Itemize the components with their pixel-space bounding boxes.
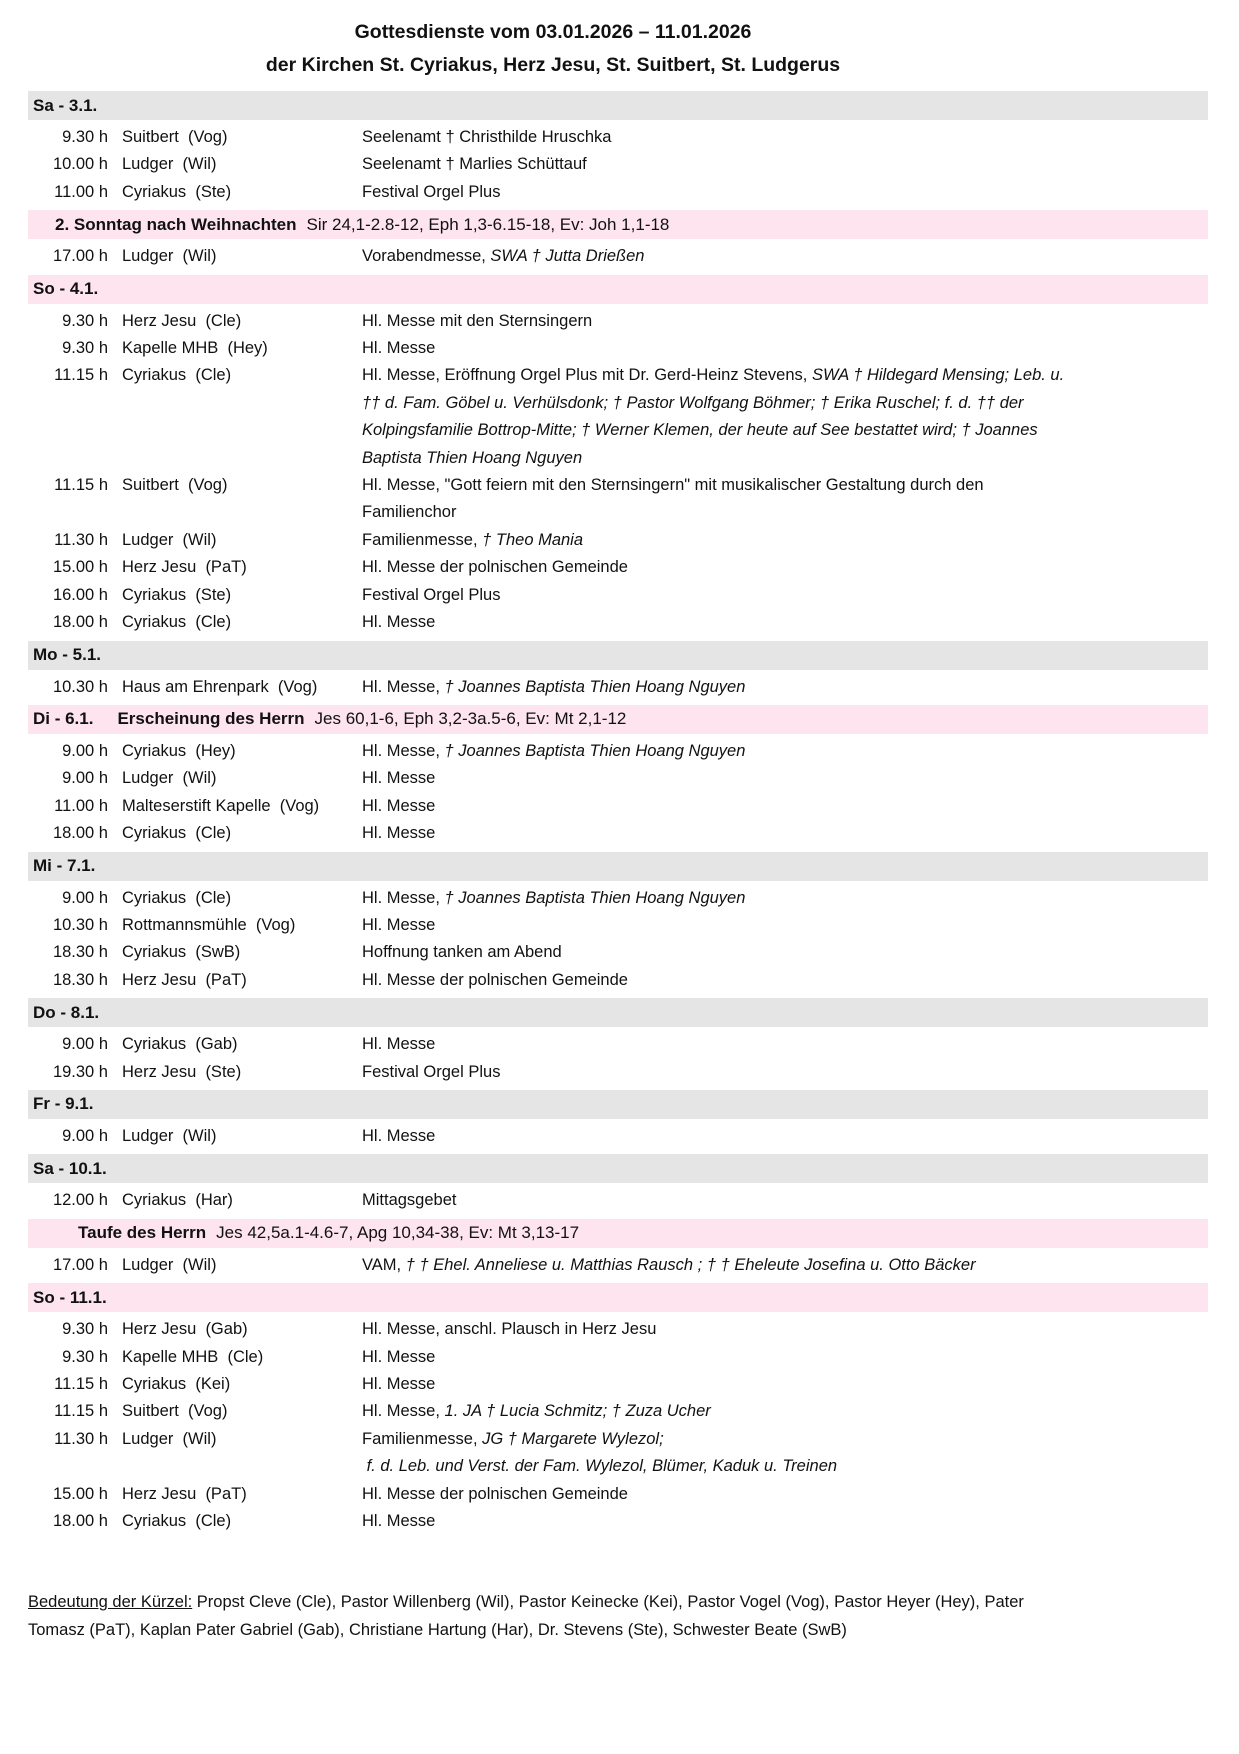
day-header-band: [28, 998, 1208, 1027]
service-row: [28, 1123, 1208, 1150]
desc-text: Hl. Messe der polnischen Gemeinde: [362, 970, 628, 989]
service-row: [28, 738, 1208, 765]
desc-intention-text: JG † Margarete Wylezol;: [482, 1429, 664, 1448]
service-description: [362, 1252, 1078, 1279]
feast-label: Taufe des Herrn: [78, 1223, 207, 1243]
day-label: Di - 6.1.: [33, 709, 94, 729]
service-row: [28, 793, 1208, 820]
service-place: Cyriakus (Ste): [122, 585, 232, 604]
desc-text: Hl. Messe,: [362, 677, 445, 696]
desc-text: Hl. Messe,: [362, 741, 445, 760]
service-place: Suitbert (Vog): [122, 128, 228, 146]
service-description: [362, 1371, 1078, 1398]
day-header-band: [28, 852, 1208, 881]
service-time: 11.15 h: [54, 1375, 108, 1393]
desc-text: Hl. Messe: [362, 1347, 436, 1366]
page-subtitle: der Kirchen St. Cyriakus, Herz Jesu, St. Suitbert, St. Ludgerus: [265, 54, 841, 76]
service-time: 10.30 h: [52, 677, 108, 696]
service-row: [28, 527, 1208, 554]
service-place: Herz Jesu (Gab): [122, 1320, 248, 1339]
service-time: 9.00 h: [62, 741, 108, 760]
feast-header-band: [28, 705, 1208, 734]
service-place: Malteserstift Kapelle (Vog): [122, 796, 320, 815]
desc-text: Hl. Messe: [362, 613, 436, 632]
desc-intention-text: † Joannes Baptista Thien Hoang Nguyen: [444, 741, 746, 760]
service-time: 17.00 h: [52, 1255, 108, 1274]
desc-text: Hl. Messe,: [362, 888, 445, 907]
service-description: [362, 554, 1078, 581]
service-row: [28, 1426, 1208, 1481]
service-row: [28, 1187, 1208, 1214]
service-place: Cyriakus (Ste): [122, 182, 232, 201]
service-row: [28, 1508, 1208, 1535]
service-place: Herz Jesu (Cle): [122, 311, 242, 330]
day-label: So - 11.1.: [33, 1287, 107, 1307]
abbrev-legend-label: Bedeutung der Kürzel:: [28, 1593, 193, 1612]
service-time: 18.30 h: [52, 943, 108, 962]
day-label: Mi - 7.1.: [33, 856, 96, 876]
day-header-band: [28, 91, 1208, 120]
service-row: [28, 885, 1208, 912]
service-time: 11.00 h: [54, 796, 108, 815]
service-time: 11.00 h: [54, 182, 108, 201]
feast-readings: Jes 60,1-6, Eph 3,2-3a.5-6, Ev: Mt 2,1-12: [314, 709, 627, 729]
service-row: [28, 1398, 1208, 1425]
day-header-band: [28, 1090, 1208, 1119]
service-time: 18.00 h: [52, 1512, 108, 1531]
service-row: [28, 335, 1208, 362]
service-row: [28, 820, 1208, 847]
service-description: [362, 124, 1078, 151]
desc-text: Hl. Messe: [362, 1375, 436, 1393]
day-header-band: [28, 1283, 1208, 1312]
service-description: [362, 820, 1078, 847]
service-time: 12.00 h: [52, 1191, 108, 1210]
service-row: [28, 1344, 1208, 1371]
service-row: [28, 1031, 1208, 1058]
service-row: [28, 1316, 1208, 1343]
day-header-band: [28, 641, 1208, 670]
service-place: Cyriakus (Cle): [122, 613, 232, 632]
service-time: 11.15 h: [54, 1402, 108, 1421]
service-time: 9.30 h: [62, 311, 108, 330]
service-row: [28, 609, 1208, 636]
desc-text: Vorabendmesse,: [362, 247, 491, 266]
service-row: [28, 308, 1208, 335]
service-row: [28, 912, 1208, 939]
service-place: Suitbert (Vog): [122, 1402, 228, 1421]
abbreviation-legend: [28, 1589, 1068, 1644]
service-description: [362, 939, 1078, 966]
desc-text: Hl. Messe: [362, 1512, 436, 1531]
day-label: Sa - 3.1.: [33, 95, 98, 115]
desc-intention-text: † Theo Mania: [482, 530, 584, 549]
feast-header-band: [28, 210, 1208, 239]
desc-text: Hl. Messe: [362, 769, 436, 788]
desc-text: Hl. Messe: [362, 339, 436, 358]
service-description: [362, 472, 1078, 527]
service-time: 19.30 h: [52, 1062, 108, 1081]
service-place: Herz Jesu (PaT): [122, 970, 247, 989]
service-time: 10.00 h: [52, 155, 108, 174]
service-row: [28, 554, 1208, 581]
service-row: [28, 472, 1208, 527]
service-place: Cyriakus (Kei): [122, 1375, 231, 1393]
service-description: [362, 582, 1078, 609]
service-description: [362, 885, 1078, 912]
desc-text: Festival Orgel Plus: [362, 1062, 501, 1081]
service-description: [362, 674, 1078, 701]
day-label: Mo - 5.1.: [33, 645, 102, 664]
service-place: Ludger (Wil): [122, 769, 217, 788]
desc-text: Hl. Messe, "Gott feiern mit den Sternsingern" mit musikalischer Gestaltung durch den Familienchor: [362, 476, 989, 522]
desc-text: Hl. Messe mit den Sternsingern: [362, 311, 593, 330]
service-row: [28, 1481, 1208, 1508]
service-place: Cyriakus (Cle): [122, 824, 232, 843]
service-time: 11.15 h: [54, 366, 108, 385]
service-time: 15.00 h: [52, 558, 108, 577]
day-label: So - 4.1.: [33, 279, 99, 299]
day-label: Sa - 10.1.: [33, 1158, 107, 1178]
desc-text: Hoffnung tanken am Abend: [362, 943, 562, 962]
service-time: 17.00 h: [52, 247, 108, 266]
service-place: Ludger (Wil): [122, 247, 217, 266]
service-place: Ludger (Wil): [122, 1429, 217, 1448]
service-description: [362, 1187, 1078, 1214]
desc-text: Festival Orgel Plus: [362, 585, 501, 604]
desc-text: Seelenamt † Christhilde Hruschka: [362, 128, 612, 146]
service-place: Cyriakus (SwB): [122, 943, 241, 962]
service-row: [28, 582, 1208, 609]
service-place: Cyriakus (Cle): [122, 888, 232, 907]
schedule: [28, 91, 1208, 1535]
service-row: [28, 967, 1208, 994]
desc-text: Hl. Messe der polnischen Gemeinde: [362, 1484, 628, 1503]
desc-text: Mittagsgebet: [362, 1191, 457, 1210]
service-time: 16.00 h: [52, 585, 108, 604]
service-description: [362, 738, 1078, 765]
service-time: 11.30 h: [54, 530, 108, 549]
page-title: Gottesdienste vom 03.01.2026 – 11.01.2026: [354, 21, 752, 43]
service-description: [362, 1426, 1078, 1481]
service-row: [28, 179, 1208, 206]
service-time: 9.00 h: [62, 769, 108, 788]
service-row: [28, 1252, 1208, 1279]
service-time: 9.30 h: [62, 128, 108, 146]
day-header-band: [28, 275, 1208, 304]
service-description: [362, 765, 1078, 792]
service-description: [362, 362, 1078, 472]
service-description: [362, 243, 1078, 270]
service-place: Ludger (Wil): [122, 155, 217, 174]
service-row: [28, 939, 1208, 966]
service-place: Ludger (Wil): [122, 1126, 217, 1145]
desc-text: Festival Orgel Plus: [362, 182, 501, 201]
service-place: Ludger (Wil): [122, 1255, 217, 1274]
day-header-band: [28, 1154, 1208, 1183]
feast-readings: Jes 42,5a.1-4.6-7, Apg 10,34-38, Ev: Mt 3,13-17: [216, 1223, 580, 1243]
service-description: [362, 1344, 1078, 1371]
desc-text: Hl. Messe: [362, 796, 436, 815]
desc-text: Seelenamt † Marlies Schüttauf: [362, 155, 587, 174]
service-time: 18.00 h: [52, 613, 108, 632]
service-place: Rottmannsmühle (Vog): [122, 915, 296, 934]
service-place: Herz Jesu (PaT): [122, 558, 247, 577]
desc-text: Hl. Messe: [362, 1035, 436, 1054]
service-description: [362, 609, 1078, 636]
desc-text: Hl. Messe, anschl. Plausch in Herz Jesu: [362, 1320, 657, 1339]
service-time: 11.15 h: [54, 476, 108, 495]
service-description: [362, 308, 1078, 335]
feast-header-band: [28, 1219, 1208, 1248]
desc-text: Familienmesse,: [362, 530, 483, 549]
service-time: 9.30 h: [62, 1347, 108, 1366]
service-place: Herz Jesu (Ste): [122, 1062, 242, 1081]
service-description: [362, 179, 1078, 206]
service-time: 10.30 h: [52, 915, 108, 934]
service-time: 9.00 h: [62, 1035, 108, 1054]
service-row: [28, 1059, 1208, 1086]
service-row: [28, 765, 1208, 792]
service-place: Suitbert (Vog): [122, 476, 228, 495]
service-row: [28, 1371, 1208, 1398]
service-description: [362, 1481, 1078, 1508]
service-description: [362, 1031, 1078, 1058]
service-place: Ludger (Wil): [122, 530, 217, 549]
abbrev-legend-text: Propst Cleve (Cle), Pastor Willenberg (Wil), Pastor Keinecke (Kei), Pastor Vogel (Vog), Pastor Heyer (Hey), Pater Tomasz (PaT), Kaplan Pater Gabriel (Gab), Christiane Hartung (Har), Dr. Stevens (Ste), Schwester Beate (SwB): [28, 1593, 1024, 1639]
day-label: Do - 8.1.: [33, 1002, 100, 1022]
desc-text: Familienmesse,: [362, 1429, 483, 1448]
service-description: [362, 335, 1078, 362]
feast-label: 2. Sonntag nach Weihnachten: [55, 214, 297, 234]
service-row: [28, 243, 1208, 270]
service-time: 9.30 h: [62, 1320, 108, 1339]
service-place: Cyriakus (Hey): [122, 741, 236, 760]
desc-intention-text: f. d. Leb. und Verst. der Fam. Wylezol, Blümer, Kaduk u. Treinen: [362, 1457, 838, 1476]
service-description: [362, 793, 1078, 820]
service-time: 9.00 h: [62, 888, 108, 907]
service-description: [362, 1059, 1078, 1086]
service-time: 15.00 h: [52, 1484, 108, 1503]
desc-text: Hl. Messe,: [362, 1402, 445, 1421]
service-place: Cyriakus (Har): [122, 1191, 233, 1210]
desc-intention-text: SWA † Jutta Drießen: [490, 247, 645, 266]
desc-text: Hl. Messe: [362, 1126, 436, 1145]
service-description: [362, 527, 1078, 554]
service-place: Kapelle MHB (Hey): [122, 339, 268, 358]
service-time: 9.00 h: [62, 1126, 108, 1145]
desc-text: Hl. Messe: [362, 915, 436, 934]
service-description: [362, 912, 1078, 939]
service-time: 9.30 h: [62, 339, 108, 358]
desc-intention-text: 1. JA † Lucia Schmitz; † Zuza Ucher: [444, 1402, 711, 1421]
service-place: Herz Jesu (PaT): [122, 1484, 247, 1503]
service-description: [362, 1508, 1078, 1535]
service-row: [28, 674, 1208, 701]
service-place: Kapelle MHB (Cle): [122, 1347, 264, 1366]
service-place: Cyriakus (Cle): [122, 366, 232, 385]
service-time: 18.30 h: [52, 970, 108, 989]
service-row: [28, 151, 1208, 178]
service-description: [362, 1398, 1078, 1425]
service-time: 18.00 h: [52, 824, 108, 843]
day-label: Fr - 9.1.: [33, 1094, 94, 1114]
service-place: Cyriakus (Gab): [122, 1035, 238, 1054]
service-description: [362, 967, 1078, 994]
title-block: [28, 16, 1078, 82]
service-description: [362, 1123, 1078, 1150]
service-place: Haus am Ehrenpark (Vog): [122, 677, 318, 696]
desc-text: Hl. Messe: [362, 824, 436, 843]
feast-readings: Sir 24,1-2.8-12, Eph 1,3-6.15-18, Ev: Joh 1,1-18: [306, 214, 670, 234]
desc-text: Hl. Messe der polnischen Gemeinde: [362, 558, 628, 577]
desc-intention-text: † Joannes Baptista Thien Hoang Nguyen: [444, 677, 746, 696]
service-time: 11.30 h: [54, 1429, 108, 1448]
desc-text: VAM,: [362, 1255, 406, 1274]
desc-intention-text: SWA † Hildegard Mensing; Leb. u. †† d. Fam. Göbel u. Verhülsdonk; † Pastor Wolfgang Böhmer; † Erika Ruschel; f. d. †† der Kolpingsfamilie Bottrop-Mitte; † Werner Klemen, der heute auf See bestattet wird; † Joannes Baptista Thien Hoang Nguyen: [362, 366, 1069, 467]
desc-intention-text: † † Ehel. Anneliese u. Matthias Rausch ; † † Eheleute Josefina u. Otto Bäcker: [405, 1255, 976, 1274]
desc-intention-text: † Joannes Baptista Thien Hoang Nguyen: [444, 888, 746, 907]
service-description: [362, 1316, 1078, 1343]
feast-label: Erscheinung des Herrn: [117, 709, 305, 729]
service-place: Cyriakus (Cle): [122, 1512, 232, 1531]
service-row: [28, 362, 1208, 472]
service-row: [28, 124, 1208, 151]
service-description: [362, 151, 1078, 178]
desc-text: Hl. Messe, Eröffnung Orgel Plus mit Dr. Gerd-Heinz Stevens,: [362, 366, 812, 385]
